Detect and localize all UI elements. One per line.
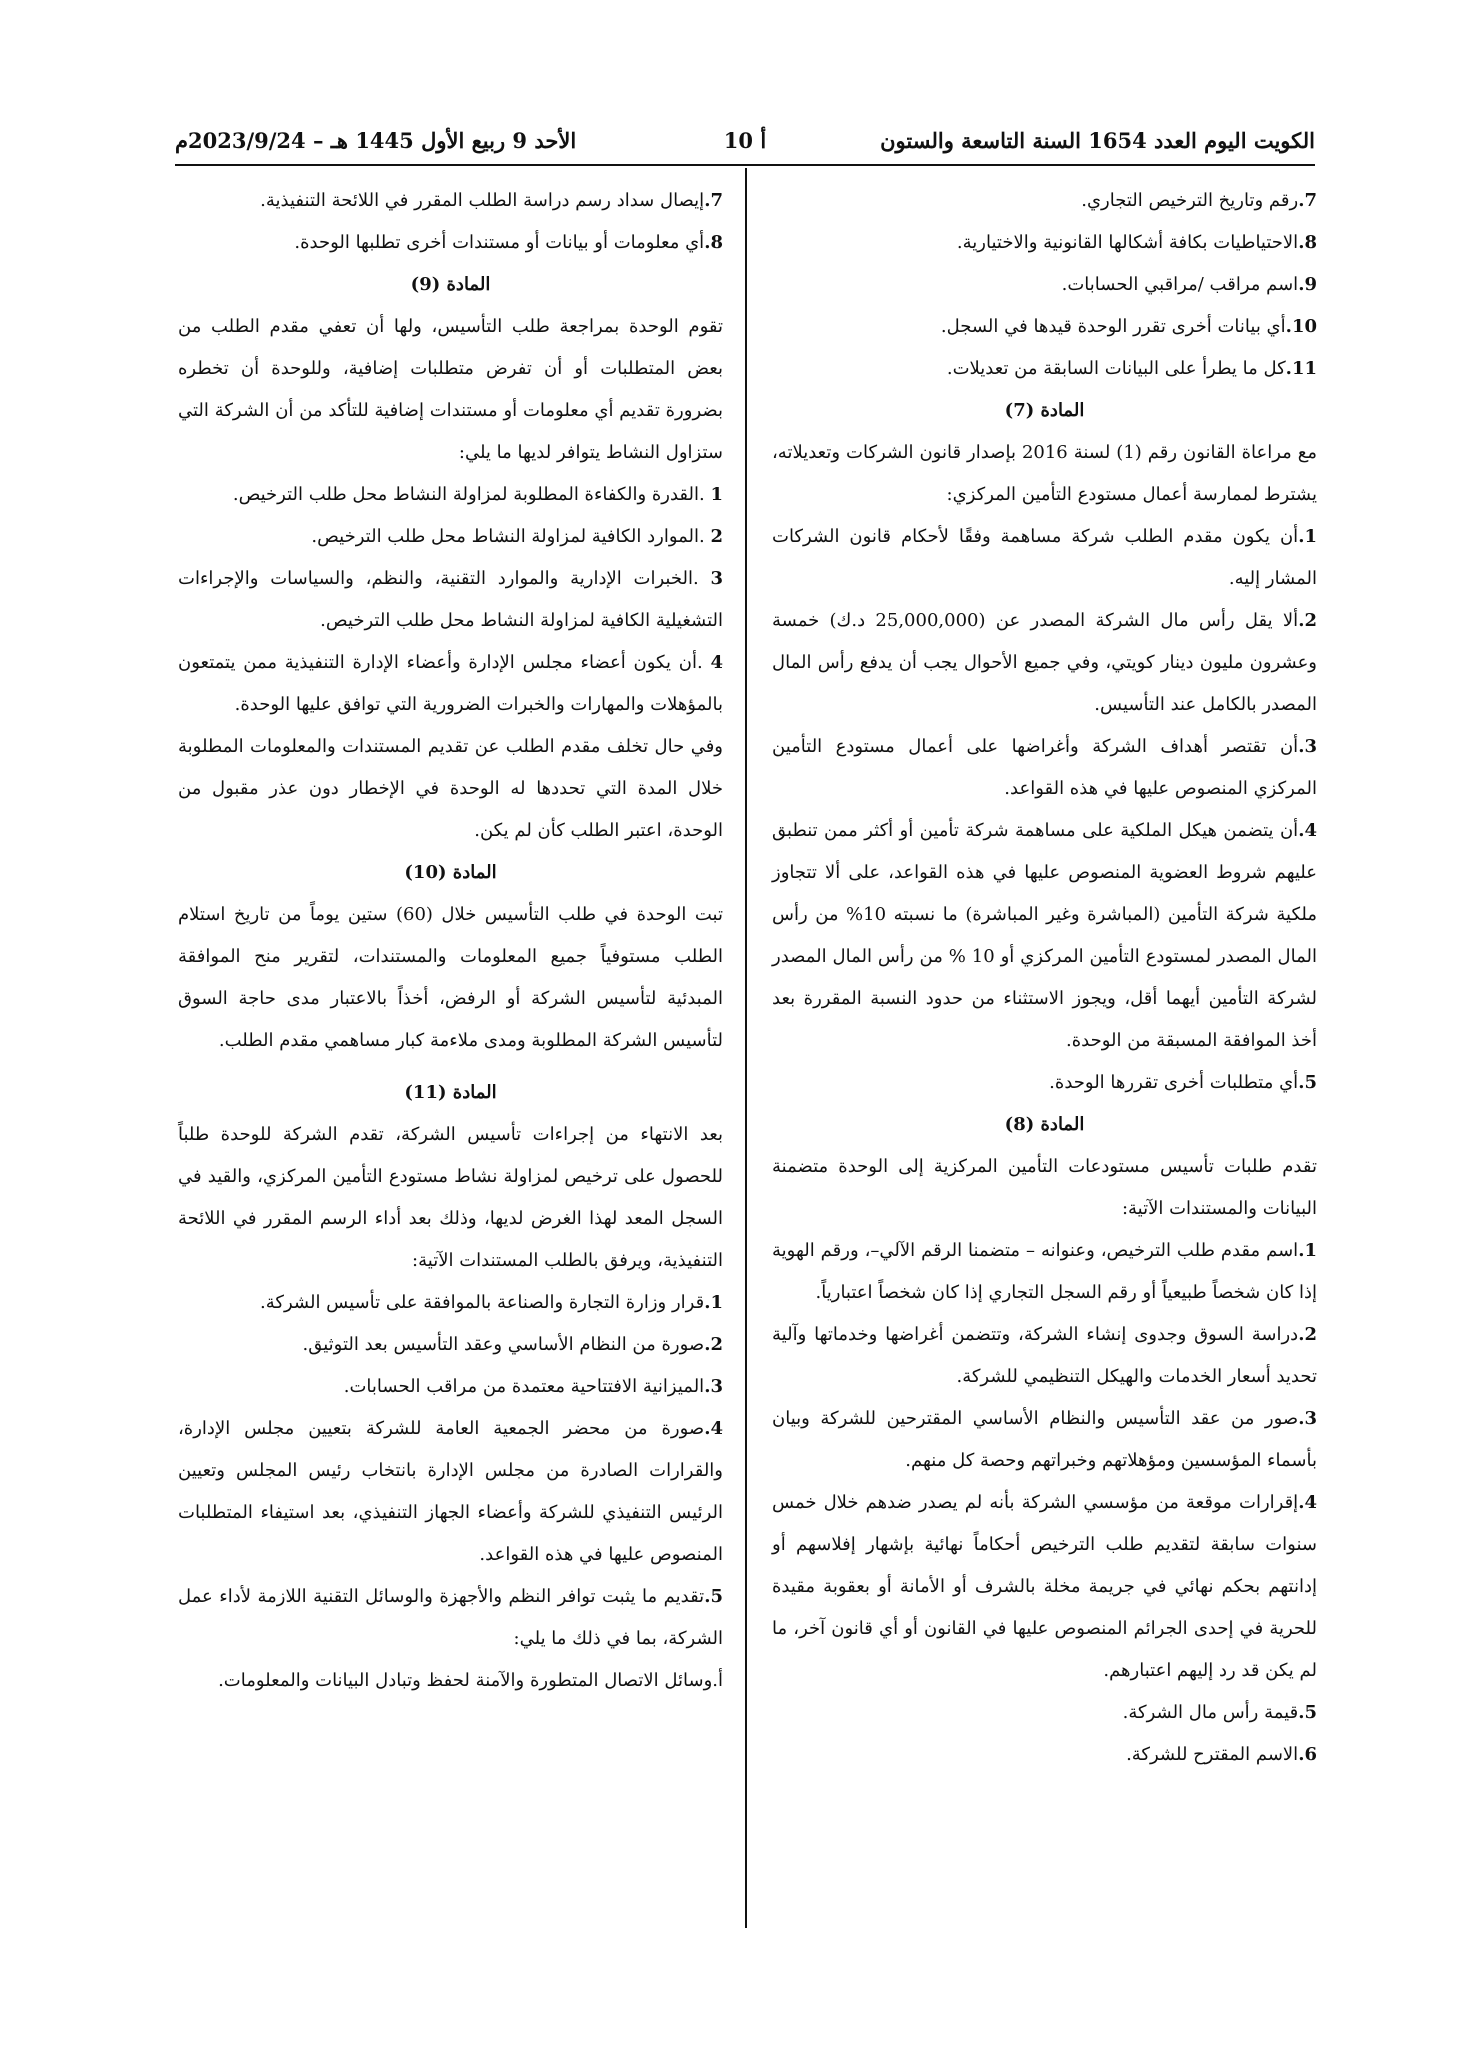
list-item <box>772 348 1317 390</box>
item-text: الميزانية الافتتاحية معتمدة من مراقب الحسابات. <box>343 1376 705 1397</box>
item-text: قرار وزارة التجارة والصناعة بالموافقة على تأسيس الشركة. <box>260 1292 705 1313</box>
paragraph <box>178 894 723 1062</box>
list-item <box>178 1576 723 1660</box>
list-item <box>178 1324 723 1366</box>
item-number: 2. <box>1298 1324 1317 1345</box>
item-text: تقوم الوحدة بمراجعة طلب التأسيس، ولها أن تعفي مقدم الطلب من بعض المتطلبات أو أن تفرض متطلبات إضافية، وللوحدة أن تخطره بضرورة تقديم أي معلومات أو مستندات إضافية للتأكد من أن الشركة التي ستزاول النشاط يتوافر لديها ما يلي: <box>178 316 723 463</box>
article-heading: المادة (8) <box>1004 1114 1085 1135</box>
item-text: .الموارد الكافية لمزاولة النشاط محل طلب الترخيص. <box>311 526 711 547</box>
item-number: 3 <box>710 568 723 589</box>
item-number: 5. <box>704 1586 723 1607</box>
article-heading: المادة (7) <box>1004 400 1085 421</box>
item-text: تبت الوحدة في طلب التأسيس خلال (60) ستين يوماً من تاريخ استلام الطلب مستوفياً جميع المعلومات والمستندات، لتقرير منح الموافقة المبدئية لتأسيس الشركة أو الرفض، أخذاً بالاعتبار مدى حاجة السوق لتأسيس الشركة المطلوبة ومدى ملاءمة كبار مساهمي مقدم الطلب. <box>178 904 723 1051</box>
header-issue-info: الكويت اليوم العدد 1654 السنة التاسعة والستون <box>880 127 1315 153</box>
right-column <box>772 180 1317 1776</box>
item-text: صورة من النظام الأساسي وعقد التأسيس بعد التوثيق. <box>302 1334 705 1355</box>
item-number: 4 <box>710 652 723 673</box>
item-text: أي متطلبات أخرى تقررها الوحدة. <box>1049 1072 1299 1093</box>
item-text: أن يتضمن هيكل الملكية على مساهمة شركة تأمين أو أكثر ممن تنطبق عليهم شروط العضوية المنصوص عليها في هذه القواعد، على ألا تتجاوز ملكية شركة التأمين (المباشرة وغير المباشرة) ما نسبته 10% من رأس المال المصدر لمستودع التأمين المركزي أو 10 % من رأس المال المصدر لشركة التأمين أيهما أقل، ويجوز الاستثناء من حدود النسبة المقررة بعد أخذ الموافقة المسبقة من الوحدة. <box>772 820 1318 1051</box>
header-page-number: أ 10 <box>723 127 767 153</box>
list-item <box>178 1282 723 1324</box>
item-text: دراسة السوق وجدوى إنشاء الشركة، وتتضمن أغراضها وخدماتها وآلية تحديد أسعار الخدمات والهيكل التنظيمي للشركة. <box>772 1324 1317 1387</box>
item-text: أ.وسائل الاتصال المتطورة والآمنة لحفظ وتبادل البيانات والمعلومات. <box>218 1670 723 1691</box>
list-item <box>772 222 1317 264</box>
item-number: 1 <box>710 484 723 505</box>
list-item <box>772 264 1317 306</box>
list-item <box>178 1408 723 1576</box>
paragraph <box>772 432 1317 516</box>
list-item <box>178 474 723 516</box>
header-date: الأحد 9 ربيع الأول 1445 هـ – 2023/9/24م <box>175 127 577 153</box>
item-number: 4. <box>1298 1492 1317 1513</box>
list-item <box>772 306 1317 348</box>
left-column <box>178 180 723 1702</box>
item-number: 1. <box>704 1292 723 1313</box>
item-text: .الخبرات الإدارية والموارد التقنية، والنظم، والسياسات والإجراءات التشغيلية الكافية لمزاولة النشاط محل طلب الترخيص. <box>178 568 723 631</box>
item-text: اسم مراقب /مراقبي الحسابات. <box>1061 274 1299 295</box>
item-text: أي بيانات أخرى تقرر الوحدة قيدها في السجل. <box>940 316 1286 337</box>
list-item <box>772 810 1317 1062</box>
list-item <box>178 558 723 642</box>
list-item <box>772 726 1317 810</box>
item-number: 3. <box>1298 736 1317 757</box>
list-item <box>178 180 723 222</box>
item-number: 6. <box>1298 1744 1317 1765</box>
item-text: تقدم طلبات تأسيس مستودعات التأمين المركزية إلى الوحدة متضمنة البيانات والمستندات الآتية: <box>772 1156 1317 1219</box>
header-rule <box>175 164 1315 166</box>
item-number: 8. <box>704 232 723 253</box>
item-text: .أن يكون أعضاء مجلس الإدارة وأعضاء الإدارة التنفيذية ممن يتمتعون بالمؤهلات والمهارات والخبرات الضرورية التي توافق عليها الوحدة. <box>178 652 723 715</box>
list-item <box>772 1692 1317 1734</box>
item-text: ألا يقل رأس مال الشركة المصدر عن (25,000,000 د.ك) خمسة وعشرون مليون دينار كويتي، وفي جميع الأحوال يجب أن يدفع رأس المال المصدر بالكامل عند التأسيس. <box>772 610 1317 715</box>
item-text: رقم وتاريخ الترخيص التجاري. <box>1081 190 1299 211</box>
list-item <box>772 600 1317 726</box>
list-item <box>772 1062 1317 1104</box>
item-number: 1. <box>1298 1240 1317 1261</box>
item-number: 11. <box>1285 358 1317 379</box>
item-text: كل ما يطرأ على البيانات السابقة من تعديلات. <box>946 358 1286 379</box>
item-number: 4. <box>704 1418 723 1439</box>
item-number: 7. <box>704 190 723 211</box>
item-number: 5. <box>1298 1072 1317 1093</box>
item-text: وفي حال تخلف مقدم الطلب عن تقديم المستندات والمعلومات المطلوبة خلال المدة التي تحددها له الوحدة في الإخطار دون عذر مقبول من الوحدة، اعتبر الطلب كأن لم يكن. <box>178 736 723 841</box>
item-text: أن تقتصر أهداف الشركة وأغراضها على أعمال مستودع التأمين المركزي المنصوص عليها في هذه القواعد. <box>772 736 1317 799</box>
item-number: 10. <box>1285 316 1317 337</box>
item-text: أن يكون مقدم الطلب شركة مساهمة وفقًا لأحكام قانون الشركات المشار إليه. <box>772 526 1317 589</box>
item-text: الاسم المقترح للشركة. <box>1126 1744 1299 1765</box>
item-text: .القدرة والكفاءة المطلوبة لمزاولة النشاط محل طلب الترخيص. <box>232 484 711 505</box>
list-item <box>772 1230 1317 1314</box>
article-heading: المادة (9) <box>410 274 491 295</box>
column-divider <box>745 168 747 1928</box>
item-text: أي معلومات أو بيانات أو مستندات أخرى تطلبها الوحدة. <box>294 232 705 253</box>
list-item <box>178 516 723 558</box>
list-item <box>178 222 723 264</box>
item-text: اسم مقدم طلب الترخيص، وعنوانه – متضمنا الرقم الآلي–، ورقم الهوية إذا كان شخصاً طبيعياً أو رقم السجل التجاري إذا كان شخصاً اعتبارياً. <box>772 1240 1317 1303</box>
list-item <box>772 1734 1317 1776</box>
list-item <box>772 180 1317 222</box>
item-text: الاحتياطيات بكافة أشكالها القانونية والاختيارية. <box>956 232 1299 253</box>
item-number: 5. <box>1298 1702 1317 1723</box>
item-text: مع مراعاة القانون رقم (1) لسنة 2016 بإصدار قانون الشركات وتعديلاته، يشترط لممارسة أعمال مستودع التأمين المركزي: <box>772 442 1317 505</box>
item-text: صورة من محضر الجمعية العامة للشركة بتعيين مجلس الإدارة، والقرارات الصادرة من مجلس الإدارة بانتخاب رئيس المجلس وتعيين الرئيس التنفيذي للشركة وأعضاء الجهاز التنفيذي، بعد استيفاء المتطلبات المنصوص عليها في هذه القواعد. <box>178 1418 723 1565</box>
page-header <box>175 118 1315 162</box>
item-number: 4. <box>1298 820 1317 841</box>
paragraph <box>178 1114 723 1282</box>
item-number: 2. <box>704 1334 723 1355</box>
item-number: 9. <box>1298 274 1317 295</box>
item-number: 1. <box>1298 526 1317 547</box>
list-item <box>772 1398 1317 1482</box>
item-text: إقرارات موقعة من مؤسسي الشركة بأنه لم يصدر ضدهم خلال خمس سنوات سابقة لتقديم طلب الترخيص أحكاماً نهائية بإشهار إفلاسهم أو إدانتهم بحكم نهائي في جريمة مخلة بالشرف أو الأمانة أو بعقوبة مقيدة للحرية في إحدى الجرائم المنصوص عليها في القانون أو أي قانون آخر، ما لم يكن قد رد إليهم اعتبارهم. <box>772 1492 1317 1681</box>
item-number: 2. <box>1298 610 1317 631</box>
list-item <box>772 516 1317 600</box>
paragraph <box>178 726 723 852</box>
item-number: 3. <box>704 1376 723 1397</box>
item-number: 3. <box>1298 1408 1317 1429</box>
list-item <box>178 1366 723 1408</box>
item-text: بعد الانتهاء من إجراءات تأسيس الشركة، تقدم الشركة للوحدة طلباً للحصول على ترخيص لمزاولة نشاط مستودع التأمين المركزي، والقيد في السجل المعد لهذا الغرض لديها، وذلك بعد أداء الرسم المقرر في اللائحة التنفيذية، ويرفق بالطلب المستندات الآتية: <box>178 1124 723 1271</box>
article-heading: المادة (10) <box>404 862 497 883</box>
list-item <box>772 1482 1317 1692</box>
paragraph <box>178 1660 723 1702</box>
list-item <box>178 642 723 726</box>
paragraph <box>178 306 723 474</box>
item-text: قيمة رأس مال الشركة. <box>1122 1702 1299 1723</box>
item-text: إيصال سداد رسم دراسة الطلب المقرر في اللائحة التنفيذية. <box>260 190 705 211</box>
item-text: تقديم ما يثبت توافر النظم والأجهزة والوسائل التقنية اللازمة لأداء عمل الشركة، بما في ذلك ما يلي: <box>178 1586 723 1649</box>
item-number: 8. <box>1298 232 1317 253</box>
paragraph <box>772 1146 1317 1230</box>
item-text: صور من عقد التأسيس والنظام الأساسي المقترحين للشركة وبيان بأسماء المؤسسين ومؤهلاتهم وخبراتهم وحصة كل منهم. <box>772 1408 1317 1471</box>
article-heading: المادة (11) <box>404 1082 497 1103</box>
list-item <box>772 1314 1317 1398</box>
item-number: 7. <box>1298 190 1317 211</box>
item-number: 2 <box>710 526 723 547</box>
spacer <box>178 1062 723 1072</box>
